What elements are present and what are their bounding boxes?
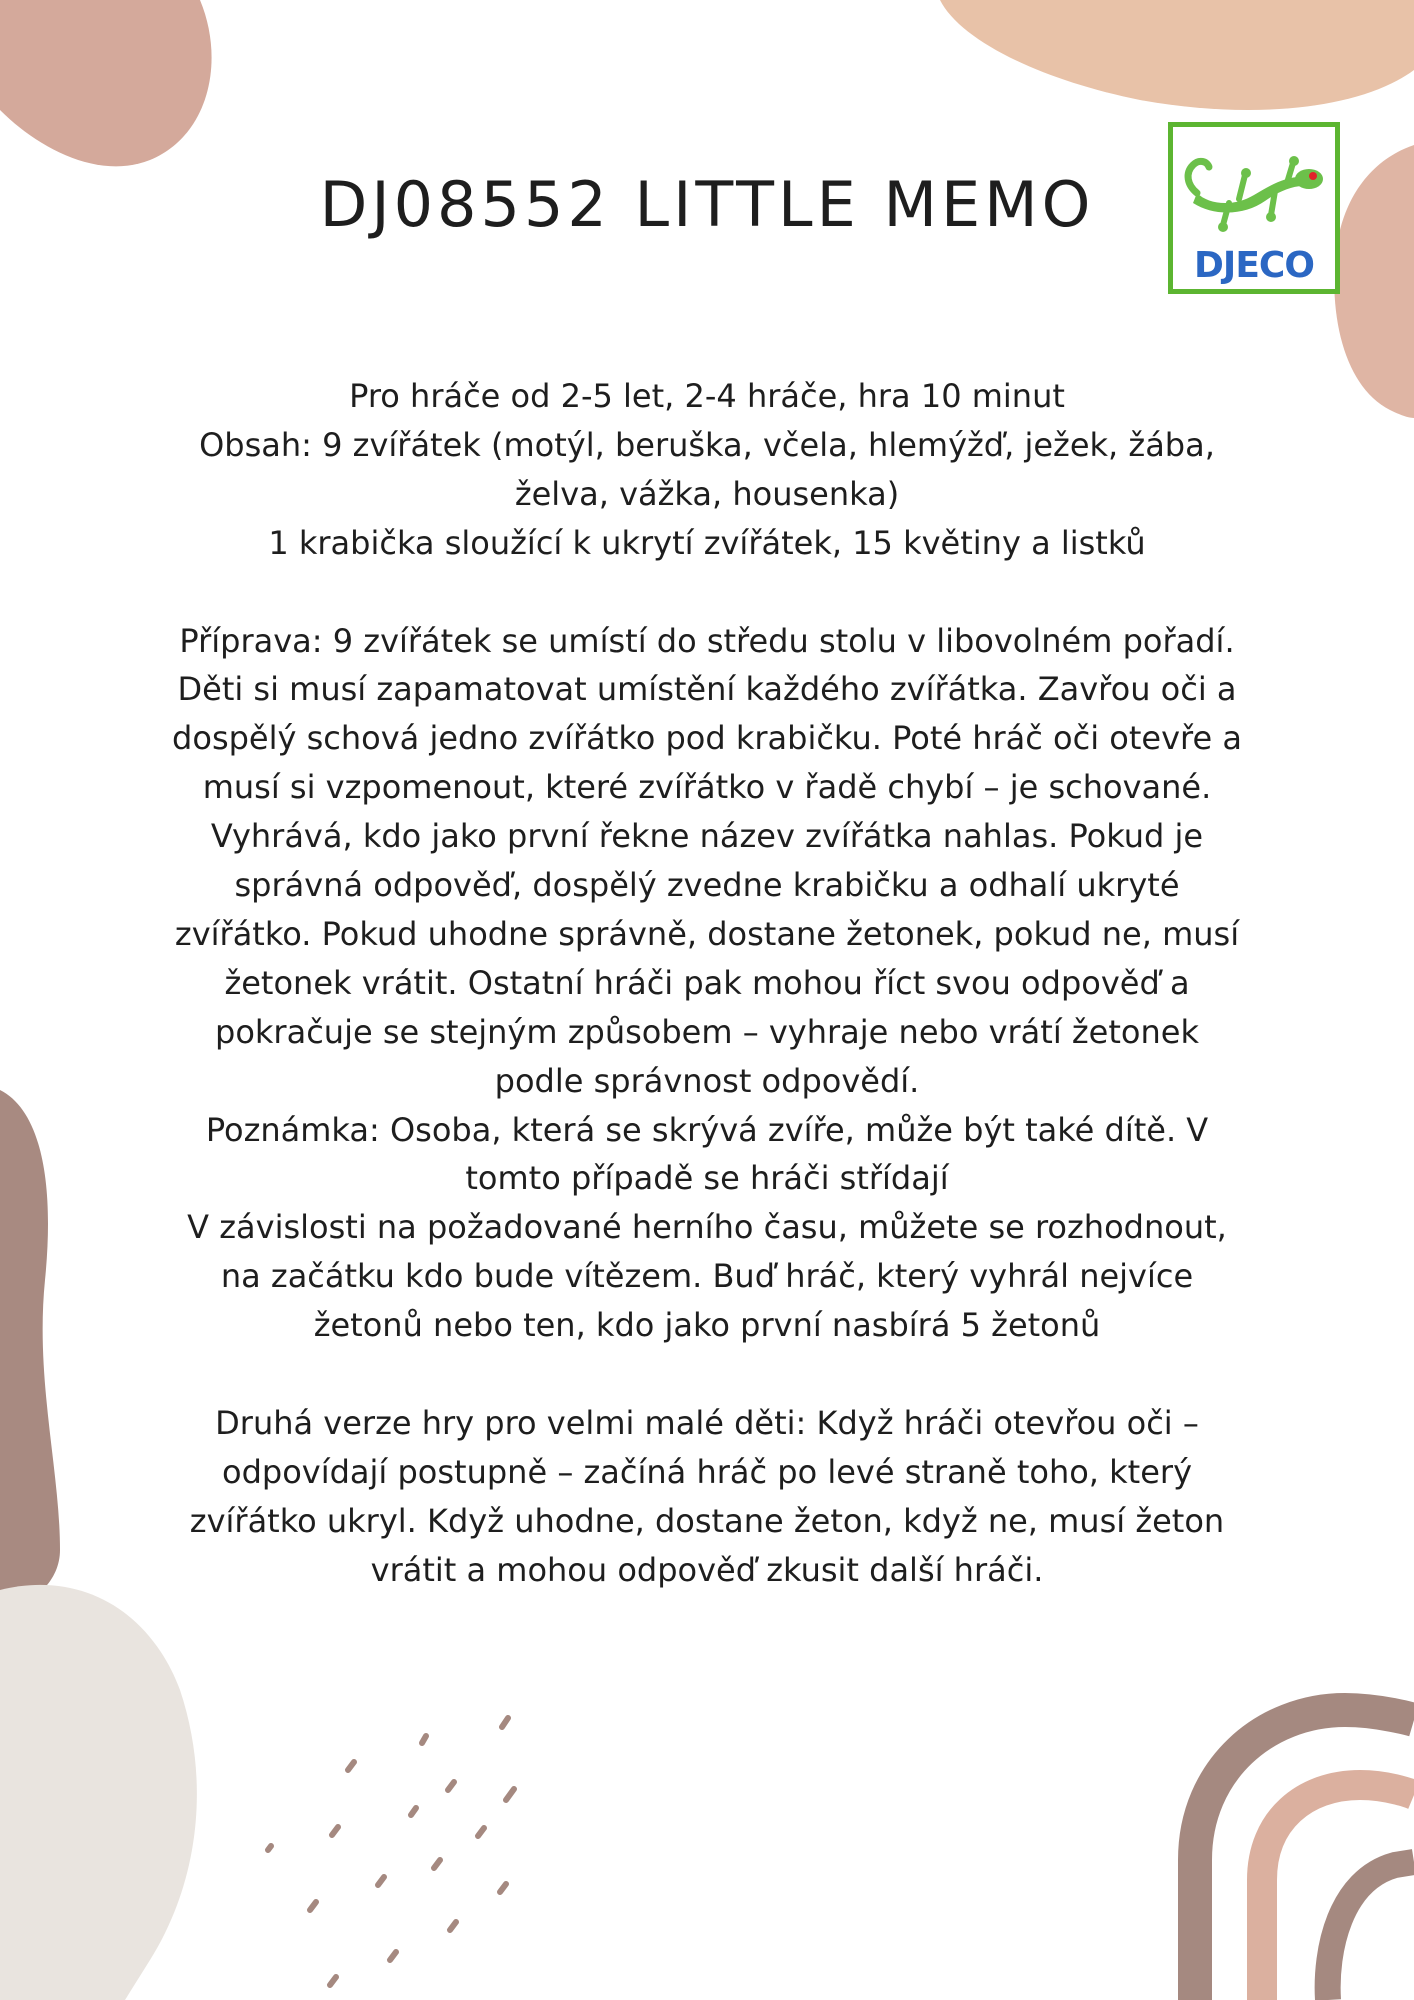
rules-line: žetonek vrátit. Ostatní hráči pak mohou říct svou odpověď a: [224, 963, 1190, 1002]
rules-line: Vyhrává, kdo jako první řekne název zvířátka nahlas. Pokud je: [210, 817, 1204, 856]
variant-line: odpovídají postupně – začíná hráč po levé straně toho, který: [221, 1452, 1192, 1491]
rules-line: dospělý schová jedno zvířátko pod krabičku. Poté hráč oči otevře a: [172, 719, 1242, 758]
rules-line: V závislosti na požadované herního času, můžete se rozhodnout,: [187, 1208, 1227, 1247]
rules-line: musí si vzpomenout, které zvířátko v řadě chybí – je schované.: [202, 768, 1212, 807]
blob-top-left: [0, 0, 212, 166]
arcs-bottom-right: [1195, 1710, 1414, 2000]
variant-line: Druhá verze hry pro velmi malé děti: Když hráči otevřou oči –: [215, 1404, 1199, 1442]
page-title: DJ08552 LITTLE MEMO: [319, 168, 1095, 241]
blob-bottom-left-grey: [0, 1585, 197, 2000]
rules-line: pokračuje se stejným způsobem – vyhraje nebo vrátí žetonek: [215, 1012, 1199, 1051]
gecko-icon: [1179, 133, 1329, 243]
intro-line: Obsah: 9 zvířátek (motýl, beruška, včela, hlemýžď, ježek, žába,: [199, 425, 1215, 464]
variant-line: zvířátko ukryl. Když uhodne, dostane žeton, když ne, musí žeton: [189, 1501, 1225, 1540]
intro-line: želva, vážka, housenka): [514, 474, 900, 513]
brand-logo-text: DJECO: [1194, 245, 1314, 286]
intro-line: 1 krabička sloužící k ukrytí zvířátek, 15 květiny a listků: [268, 523, 1146, 562]
dot-strokes: [268, 1718, 514, 1985]
rules-line: podle správnost odpovědí.: [494, 1061, 920, 1100]
blob-top-right: [940, 0, 1414, 110]
rules-line: Poznámka: Osoba, která se skrývá zvíře, může být také dítě. V: [205, 1110, 1209, 1149]
rules-line: Příprava: 9 zvířátek se umístí do středu stolu v libovolném pořadí.: [179, 621, 1235, 660]
brand-logo: [1168, 122, 1340, 294]
variant-line: vrátit a mohou odpověď zkusit další hráči.: [370, 1550, 1044, 1589]
rules-line: tomto případě se hráči střídají: [465, 1159, 949, 1198]
rules-line: žetonů nebo ten, kdo jako první nasbírá 5 žetonů: [313, 1306, 1101, 1345]
rules-line: Děti si musí zapamatovat umístění každého zvířátka. Zavřou oči a: [177, 670, 1237, 709]
rules-line: na začátku kdo bude vítězem. Buď hráč, který vyhrál nejvíce: [220, 1257, 1194, 1296]
rules-line: správná odpověď, dospělý zvedne krabičku a odhalí ukryté: [234, 866, 1180, 905]
rules-line: zvířátko. Pokud uhodne správně, dostane žetonek, pokud ne, musí: [174, 914, 1240, 953]
intro-line: Pro hráče od 2-5 let, 2-4 hráče, hra 10 minut: [349, 377, 1065, 415]
instructions-text: [160, 372, 1254, 1595]
blob-left-mauve: [0, 1090, 60, 1610]
